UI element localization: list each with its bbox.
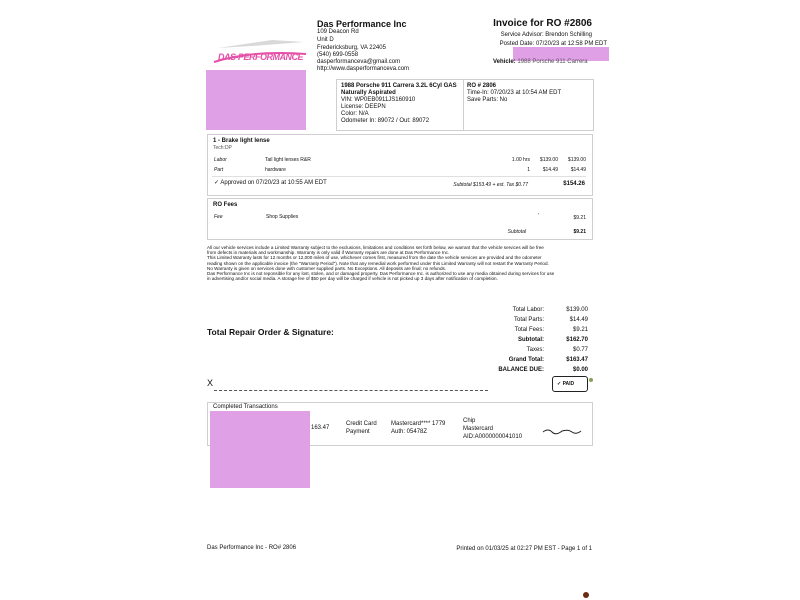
job-subtotal-text: Subtotal $153.49 + est. Tax $0.77 xyxy=(453,182,528,188)
job-divider xyxy=(212,176,586,177)
warranty-line: in advertising and/or social media. A storage fee of $50 per day will be charged if vehicle is not picked up 3 days after notification of completion. xyxy=(207,276,498,282)
vehicle-box-divider xyxy=(463,79,464,130)
paid-text: ✓ PAID xyxy=(557,381,575,387)
transaction-card-1: Mastercard**** 1779 xyxy=(391,421,446,427)
total-fees-label: Total Fees: xyxy=(514,327,544,333)
fees-subtotal-label: Subtotal xyxy=(507,229,526,235)
part-label: Part xyxy=(214,167,224,173)
part-qty: 1 xyxy=(527,167,530,173)
signature-squiggle xyxy=(542,423,582,441)
brown-mark xyxy=(583,592,589,598)
vehicle-line1: 1988 Porsche 911 Carrera 3.2L 6Cyl GAS xyxy=(341,83,457,89)
job-tech: Tech:DP xyxy=(213,145,232,151)
company-address1: 109 Deacon Rd xyxy=(317,29,359,35)
balance-due-value: $0.00 xyxy=(572,367,588,373)
totals-heading: Total Repair Order & Signature: xyxy=(207,327,334,337)
total-labor-label: Total Labor: xyxy=(512,307,544,313)
transaction-amount: 163.47 xyxy=(311,425,330,431)
total-fees-value: $9.21 xyxy=(572,327,588,333)
company-address2: Unit D xyxy=(317,37,334,43)
warranty-line: Das Performance Inc is not reponsible for any lost, stolen, and or damaged property. Das Performance Inc. is authorized to use any media obtained during services for use xyxy=(207,271,555,277)
company-name: Das Performance Inc xyxy=(317,19,407,29)
warranty-text xyxy=(207,245,593,281)
total-labor-value: $139.00 xyxy=(566,307,588,313)
footer-left: Das Performance Inc - RO# 2806 xyxy=(207,545,297,551)
company-logo xyxy=(212,36,308,70)
transactions-title: Completed Transactions xyxy=(213,404,278,410)
vehicle-color: Color: N/A xyxy=(341,111,369,117)
vehicle-header-label xyxy=(493,59,588,66)
balance-due-label: BALANCE DUE: xyxy=(498,367,544,373)
grand-total-label: Grand Total: xyxy=(508,357,544,363)
fee-desc: Shop Supplies xyxy=(266,214,299,220)
ro-number: RO # 2806 xyxy=(467,83,497,89)
vehicle-value: 1988 Porsche 911 Carrera xyxy=(517,59,588,65)
vehicle-line2: Naturally Aspirated xyxy=(341,90,396,96)
total-parts-value: $14.49 xyxy=(569,317,588,323)
labor-qty: 1.00 hrs xyxy=(511,157,530,163)
vehicle-odometer: Odometer In: 89072 / Out: 89072 xyxy=(341,118,430,124)
warranty-line: reading shown on the applicable invoice (the "Warranty Period"). Note that any remedial work performed under this Limited Warranty will not restart the Warranty Period. xyxy=(207,260,549,266)
logo-text: DAS-PERFORMANCE xyxy=(218,52,304,62)
transaction-method-2: Payment xyxy=(346,429,370,435)
transaction-method-1: Credit Card xyxy=(346,421,377,427)
vehicle-license: License: DEEPN xyxy=(341,104,386,110)
taxes-value: $0.77 xyxy=(572,347,588,353)
warranty-line: No Warranty is given on services done with customer supplied parts. No Exceptions. All deposits are final; no refunds. xyxy=(207,265,447,271)
job-title: 1 - Brake light lense xyxy=(213,138,270,144)
fee-mark: ' xyxy=(538,213,539,219)
total-parts-label: Total Parts: xyxy=(513,317,544,323)
transaction-card-2: Auth: 05478Z xyxy=(391,429,428,435)
transaction-chip-3: AID:A0000000041010 xyxy=(463,434,523,440)
ro-time-in: Time-In: 07/20/23 at 10:54 AM EDT xyxy=(467,90,562,96)
part-total: $14.49 xyxy=(570,167,586,173)
part-desc: hardware xyxy=(265,167,286,173)
transaction-chip-1: Chip xyxy=(463,418,476,424)
warranty-line: All our vehicle services include a Limited Warranty subject to the exclusions, limitations and conditions set forth below, we warrant that the vehicle services will be free xyxy=(207,245,544,250)
job-approved: ✓ Approved on 07/20/23 at 10:55 AM EDT xyxy=(214,180,327,186)
fee-label: Fee xyxy=(214,214,223,220)
fees-title: RO Fees xyxy=(213,202,238,208)
vehicle-vin: VIN: WP0EB0911JS160910 xyxy=(341,97,416,103)
taxes-label: Taxes: xyxy=(526,347,544,353)
subtotal-value: $162.70 xyxy=(566,337,588,343)
signature-line[interactable] xyxy=(214,390,488,391)
service-advisor: Service Advisor: Brendon Schilling xyxy=(500,32,592,38)
redacted-block xyxy=(206,70,306,130)
ro-save-parts: Save Parts: No xyxy=(467,97,508,103)
labor-total: $139.00 xyxy=(567,157,586,163)
company-city: Fredericksburg, VA 22405 xyxy=(317,45,386,51)
part-rate: $14.49 xyxy=(542,167,558,173)
transaction-chip-2: Mastercard xyxy=(463,426,494,432)
invoice-title: Invoice for RO #2806 xyxy=(493,18,592,29)
warranty-line: from defects in materials and workmanship. Warranty is only valid if Warranty repairs are done at Das Performance Inc. xyxy=(207,250,450,256)
company-phone: (540) 699-0558 xyxy=(317,52,359,58)
labor-rate: $139.00 xyxy=(539,157,558,163)
fee-value: $9.21 xyxy=(573,215,586,221)
fees-box xyxy=(207,198,593,240)
redacted-block xyxy=(210,411,310,488)
labor-desc: Tail light lenses R&R xyxy=(265,157,311,163)
footer-right: Printed on 01/03/25 at 02:27 PM EST - Page 1 of 1 xyxy=(456,546,592,552)
company-email: dasperformanceva@gmail.com xyxy=(317,59,401,65)
job-subtotal-value: $154.26 xyxy=(563,181,585,187)
vehicle-label: Vehicle: xyxy=(493,59,516,65)
grand-total-value: $163.47 xyxy=(566,357,588,363)
fees-subtotal-value: $9.21 xyxy=(573,229,586,235)
paid-badge xyxy=(552,376,588,392)
posted-date: Posted Date: 07/20/23 at 12:58 PM EDT xyxy=(499,41,607,47)
signature-x: X xyxy=(207,378,214,388)
warranty-line: This Limited Warranty lasts for 12 months or 12,000 miles of use, whichever comes first, measured from the date the vehicle services are provided and the odometer xyxy=(207,255,542,261)
labor-label: Labor xyxy=(214,157,227,163)
olive-dot xyxy=(589,378,593,382)
subtotal-label: Subtotal: xyxy=(518,337,544,343)
company-website: http://www.dasperformanceva.com xyxy=(317,66,410,72)
